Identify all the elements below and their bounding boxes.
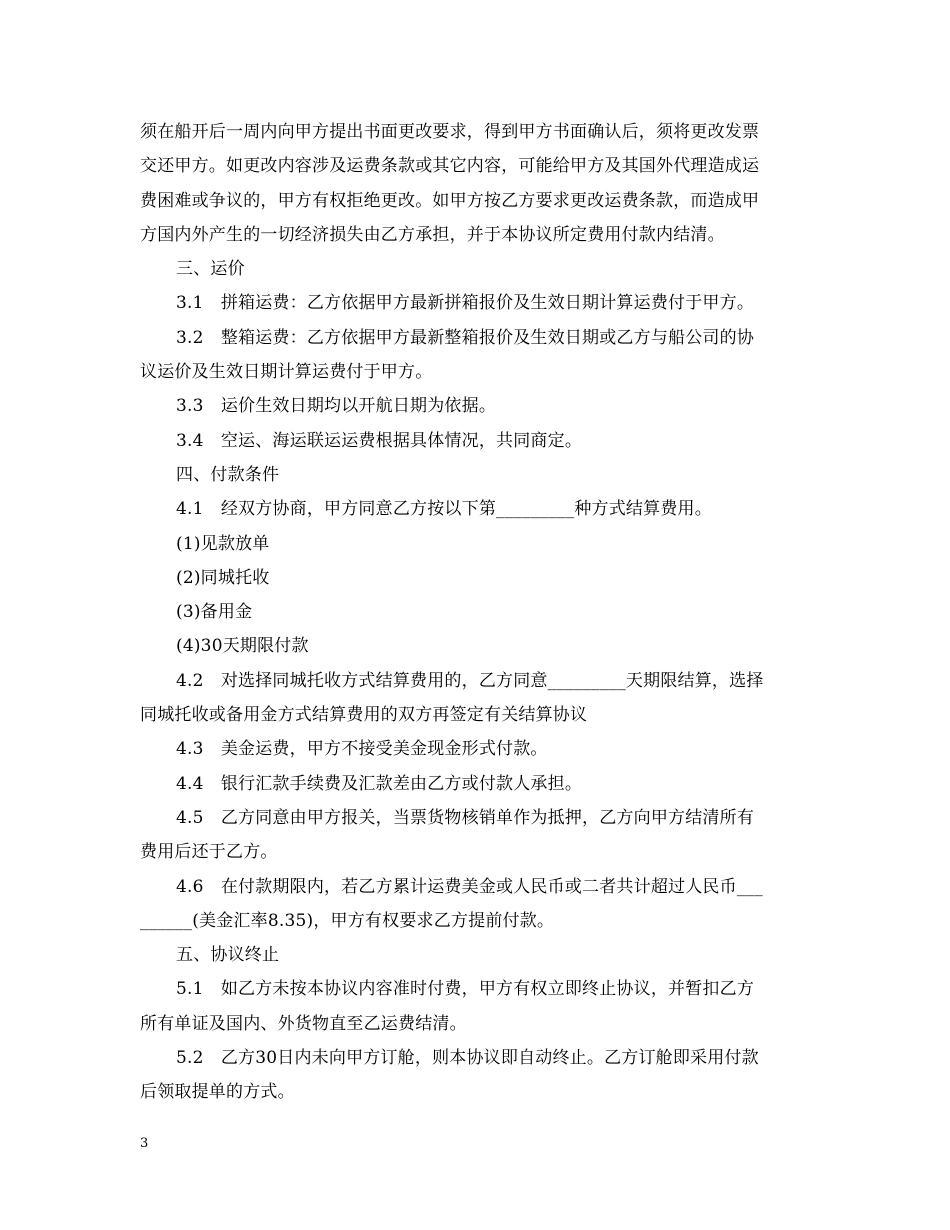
page-number: 3 (140, 1136, 149, 1151)
clause-4-6-cont: ______(美金汇率8.35)，甲方有权要求乙方提前付款。 (140, 910, 555, 931)
text-line-3: 费困难或争议的，甲方有权拒绝更改。如甲方按乙方要求更改运费条款，而造成甲 (140, 190, 760, 211)
text-line-1: 须在船开后一周内向甲方提出书面更改要求，得到甲方书面确认后，须将更改发票 (140, 122, 760, 142)
clause-4-3: 4.3 美金运费，甲方不接受美金现金形式付款。 (176, 739, 548, 760)
text-line-4: 方国内外产生的一切经济损失由乙方承担，并于本协议所定费用付款内结清。 (140, 224, 725, 245)
section-heading-4: 四、付款条件 (176, 464, 280, 485)
clause-5-1: 5.1 如乙方未按本协议内容准时付费，甲方有权立即终止协议，并暂扣乙方 (176, 979, 755, 1000)
document-body (140, 115, 820, 1110)
clause-4-5-cont: 费用后还于乙方。 (140, 842, 278, 863)
section-heading-5: 五、协议终止 (176, 945, 280, 966)
clause-4-1: 4.1 经双方协商，甲方同意乙方按以下第_________种方式结算费用。 (176, 499, 712, 520)
clause-4-2: 4.2 对选择同城托收方式结算费用的，乙方同意_________天期限结算，选择 (176, 670, 764, 691)
clause-5-2-cont: 后领取提单的方式。 (140, 1082, 295, 1103)
clause-4-5: 4.5 乙方同意由甲方报关，当票货物核销单作为抵押，乙方向甲方结清所有 (176, 807, 755, 828)
clause-5-1-cont: 所有单证及国内、外货物直至乙运费结清。 (140, 1013, 467, 1034)
text-line-2: 交还甲方。如更改内容涉及运费条款或其它内容，可能给甲方及其国外代理造成运 (140, 156, 760, 177)
clause-3-2: 3.2 整箱运费：乙方依据甲方最新整箱报价及生效日期或乙方与船公司的协 (176, 327, 755, 348)
clause-4-6: 4.6 在付款期限内，若乙方累计运费美金或人民币或二者共计超过人民币___ (176, 876, 763, 897)
payment-option-3: (3)备用金 (176, 602, 253, 623)
clause-3-1: 3.1 拼箱运费：乙方依据甲方最新拼箱报价及生效日期计算运费付于甲方。 (176, 293, 755, 314)
payment-option-4: (4)30天期限付款 (176, 636, 309, 657)
clause-5-2: 5.2 乙方30日内未向甲方订舱，则本协议即自动终止。乙方订舱即采用付款 (176, 1048, 759, 1069)
clause-3-4: 3.4 空运、海运联运运费根据具体情况，共同商定。 (176, 430, 583, 451)
payment-option-1: (1)见款放单 (176, 533, 270, 554)
payment-option-2: (2)同城托收 (176, 567, 270, 588)
clause-3-2-cont: 议运价及生效日期计算运费付于甲方。 (140, 362, 433, 383)
clause-4-4: 4.4 银行汇款手续费及汇款差由乙方或付款人承担。 (176, 773, 583, 794)
clause-4-2-cont: 同城托收或备用金方式结算费用的双方再签定有关结算协议 (140, 705, 588, 726)
clause-3-3: 3.3 运价生效日期均以开航日期为依据。 (176, 396, 497, 417)
section-heading-3: 三、运价 (176, 259, 245, 280)
